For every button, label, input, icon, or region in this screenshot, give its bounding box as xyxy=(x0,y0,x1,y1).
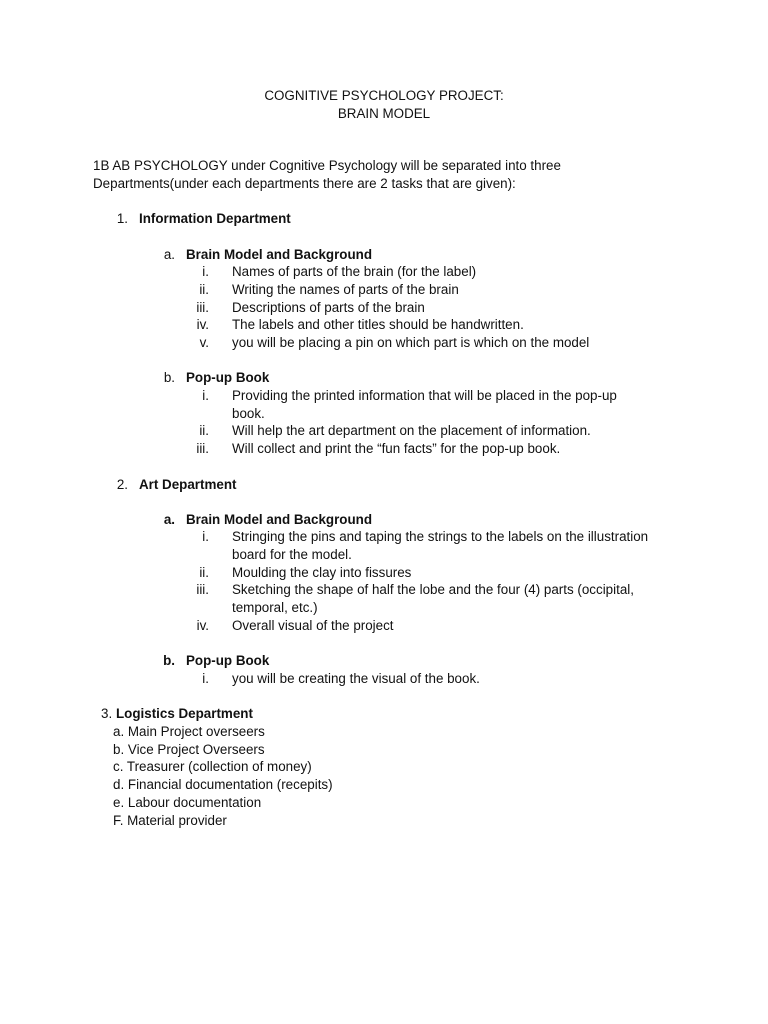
item-numeral: iii. xyxy=(196,300,209,315)
list-item-text: you will be creating the visual of the book. xyxy=(232,671,480,686)
intro-line-2: Departments(under each departments there are 2 tasks that are given): xyxy=(93,175,516,191)
list-item: e. Labour documentation xyxy=(113,795,262,810)
item-numeral: i. xyxy=(202,264,209,279)
subsection-letter: b. xyxy=(163,370,175,385)
intro-line-1: 1B AB PSYCHOLOGY under Cognitive Psychology will be separated into three xyxy=(93,158,561,173)
section-heading: Art Department xyxy=(139,477,237,492)
subsection-letter: a. xyxy=(163,247,175,262)
item-numeral: iii. xyxy=(196,441,209,456)
item-numeral: ii. xyxy=(199,423,209,438)
item-numeral: iii. xyxy=(196,582,209,597)
item-numeral: i. xyxy=(202,671,209,686)
list-item-text: Writing the names of parts of the brain xyxy=(232,282,459,297)
list-item-text: Sketching the shape of half the lobe and the four (4) parts (occipital, xyxy=(232,582,634,597)
item-numeral: iv. xyxy=(196,317,209,332)
subsection-heading: Pop-up Book xyxy=(186,653,270,668)
title-line-1: COGNITIVE PSYCHOLOGY PROJECT: xyxy=(264,88,504,103)
section-number: 2. xyxy=(116,477,128,492)
list-item-text: Overall visual of the project xyxy=(232,618,394,633)
list-item-text: The labels and other titles should be handwritten. xyxy=(232,317,524,332)
list-item: d. Financial documentation (recepits) xyxy=(113,777,333,792)
section-number: 1. xyxy=(116,211,128,226)
section-number: 3. xyxy=(101,706,113,721)
subsection-letter: a. xyxy=(163,512,175,527)
item-numeral: ii. xyxy=(199,282,209,297)
list-item: F. Material provider xyxy=(113,813,227,828)
document-title xyxy=(0,87,768,122)
item-numeral: v. xyxy=(199,335,209,350)
list-item-text: Names of parts of the brain (for the label) xyxy=(232,264,477,279)
item-numeral: i. xyxy=(202,388,209,403)
list-item: b. Vice Project Overseers xyxy=(113,742,265,757)
item-numeral: ii. xyxy=(199,565,209,580)
intro-paragraph xyxy=(93,157,693,192)
subsection-heading: Brain Model and Background xyxy=(186,247,372,262)
list-item: a. Main Project overseers xyxy=(113,724,265,739)
list-item-text: Will collect and print the “fun facts” for the pop-up book. xyxy=(232,441,561,456)
list-item-text: Providing the printed information that will be placed in the pop-up xyxy=(232,388,617,403)
title-line-2: BRAIN MODEL xyxy=(337,105,431,121)
subsection-heading: Brain Model and Background xyxy=(186,512,372,527)
list-item-text: Descriptions of parts of the brain xyxy=(232,300,425,315)
subsection-letter: b. xyxy=(163,653,175,668)
item-numeral: iv. xyxy=(196,618,209,633)
item-numeral: i. xyxy=(202,529,209,544)
list-item-text: you will be placing a pin on which part is which on the model xyxy=(232,335,590,350)
list-item-text: Stringing the pins and taping the strings to the labels on the illustration xyxy=(232,529,649,544)
list-item-text-continued: book. xyxy=(232,406,265,421)
section-heading: Logistics Department xyxy=(116,706,253,721)
list-item-text: Will help the art department on the placement of information. xyxy=(232,423,591,438)
list-item-text: Moulding the clay into fissures xyxy=(232,565,412,580)
section-heading: Information Department xyxy=(139,211,291,226)
list-item: c. Treasurer (collection of money) xyxy=(113,759,312,774)
subsection-heading: Pop-up Book xyxy=(186,370,270,385)
list-item-text-continued: board for the model. xyxy=(232,547,352,562)
list-item-text-continued: temporal, etc.) xyxy=(232,600,318,615)
